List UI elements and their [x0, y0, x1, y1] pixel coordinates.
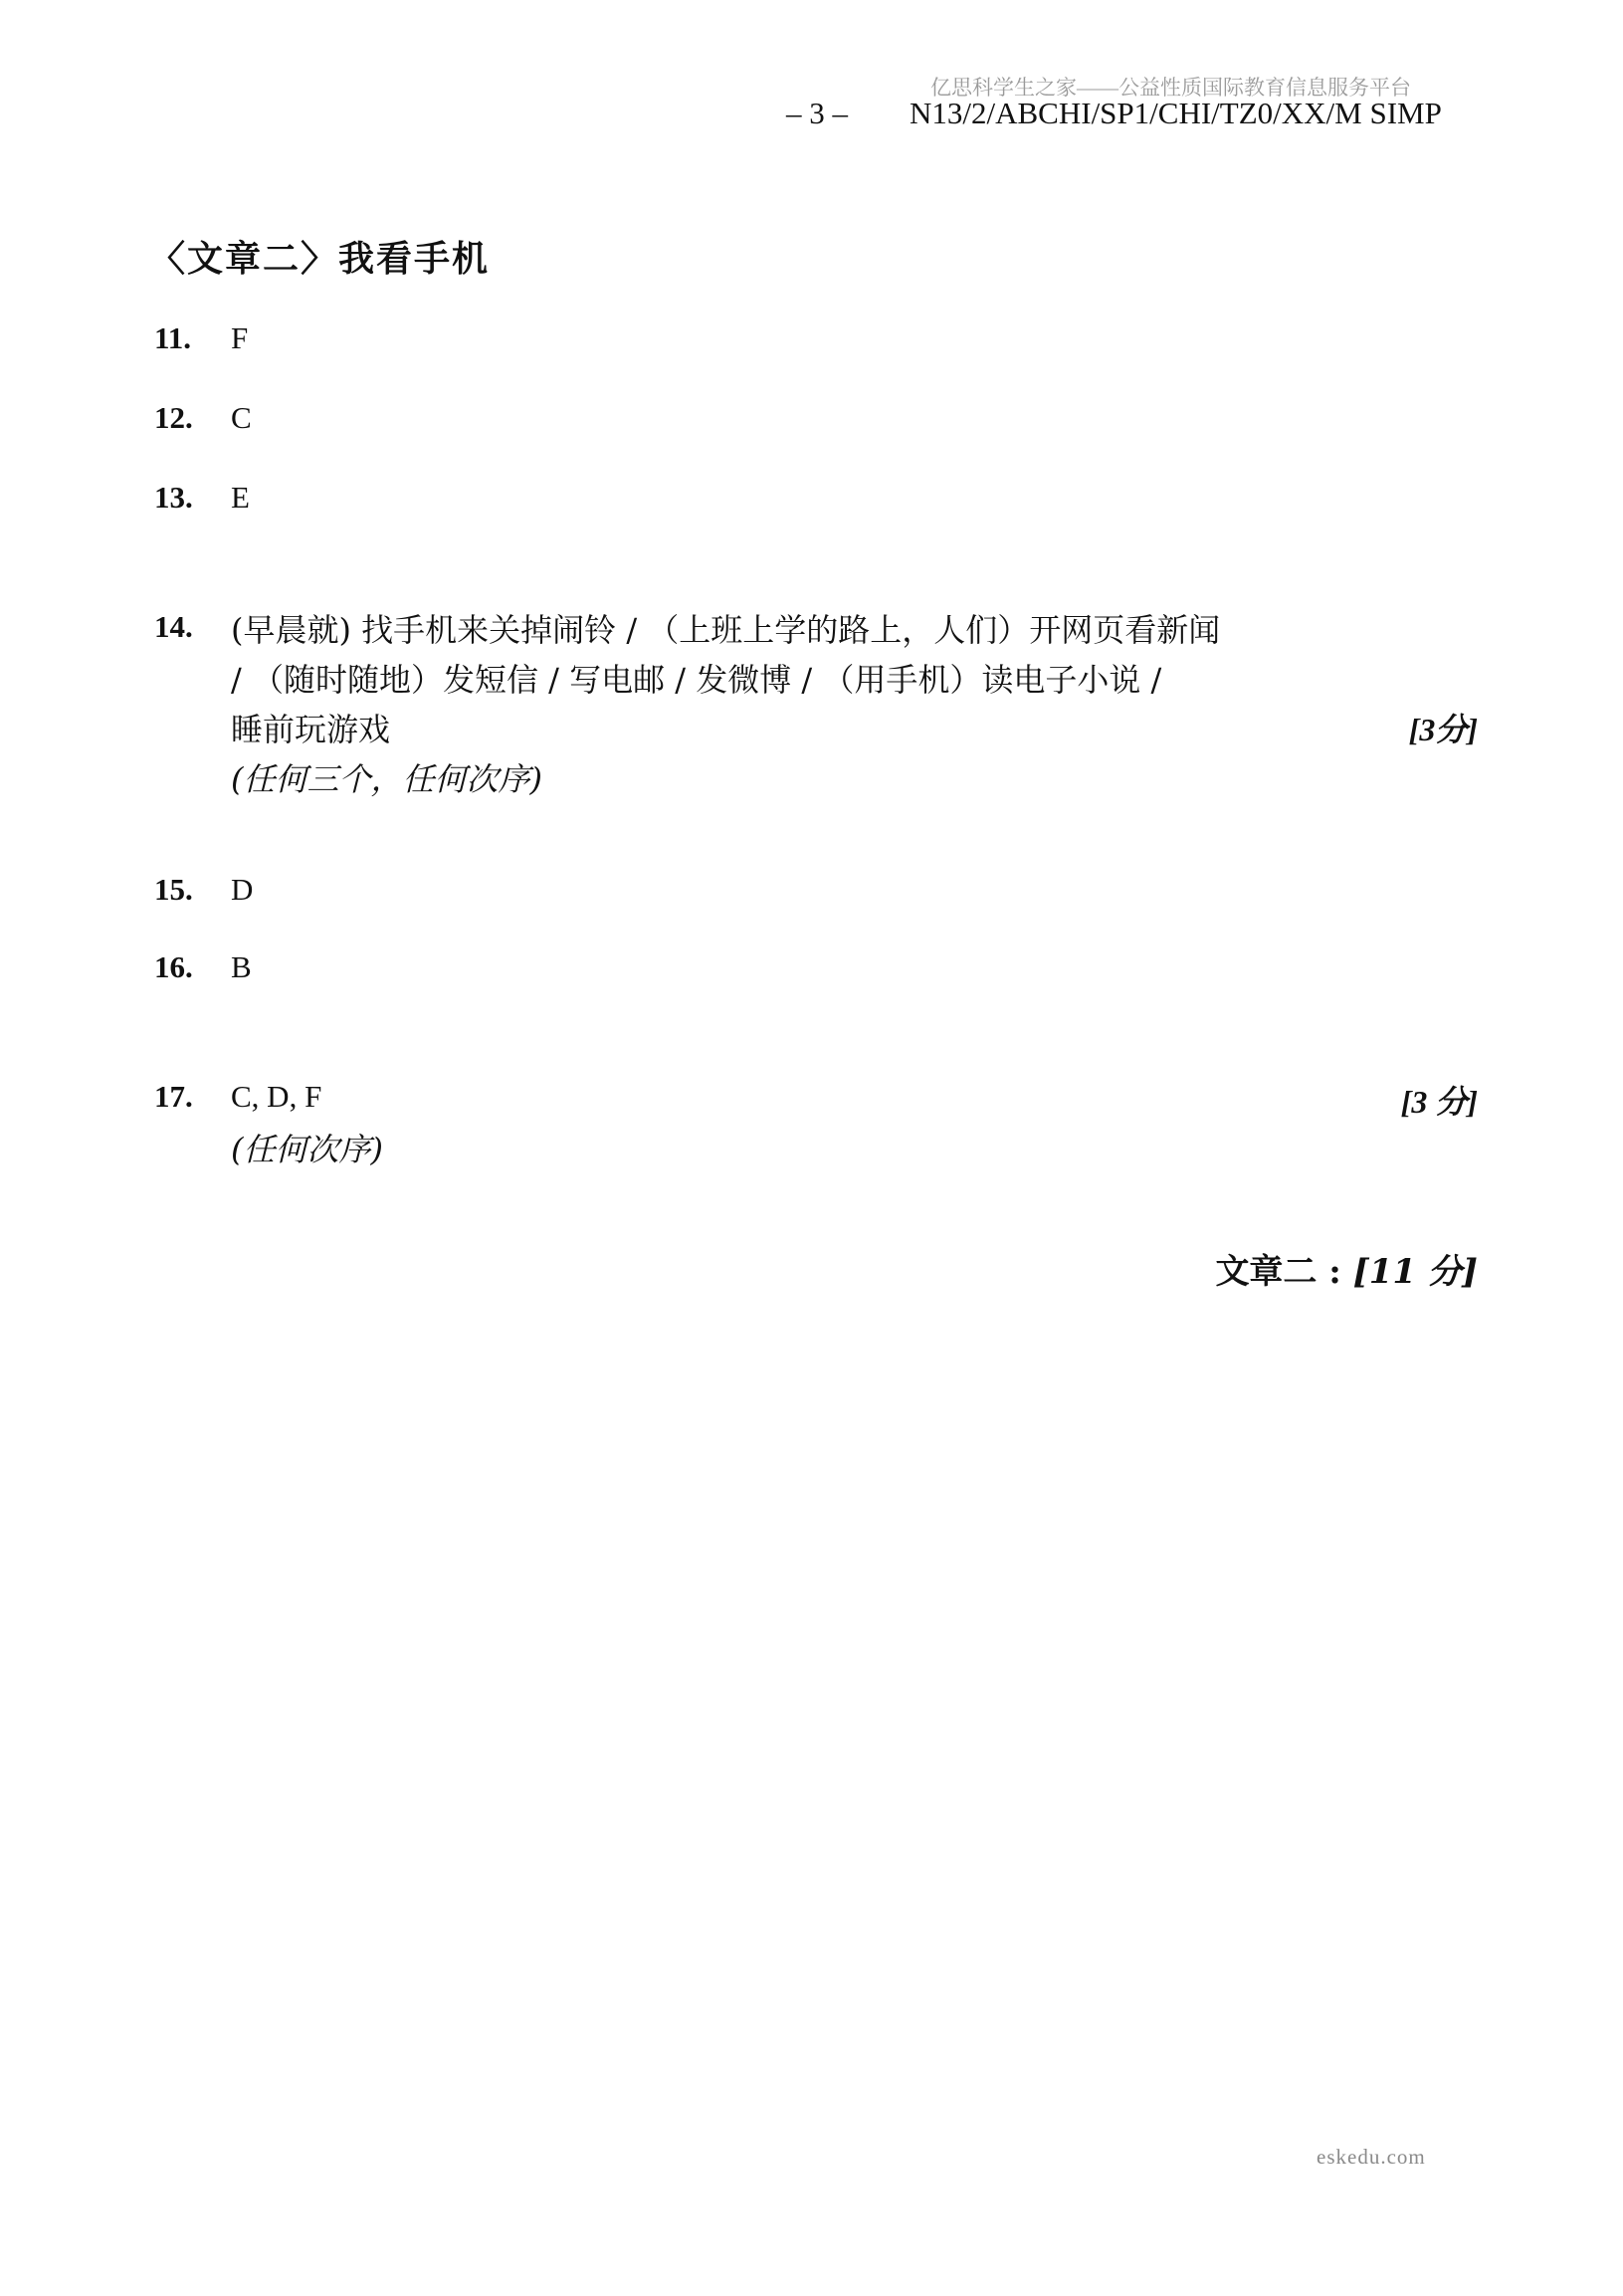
- question-number: 11.: [154, 320, 192, 355]
- question-answer: F: [231, 320, 249, 355]
- section-total-marks: [11 分]: [1352, 1252, 1478, 1292]
- marks-label: [3 分]: [1400, 1084, 1478, 1120]
- question-answer: E: [231, 480, 250, 515]
- question-answer: C: [231, 400, 252, 435]
- section-title: 〈文章二〉我看手机: [149, 238, 491, 280]
- question-number: 14.: [154, 609, 193, 644]
- marks-label: [3分]: [1408, 712, 1478, 747]
- marking-note: (任何次序): [231, 1131, 383, 1168]
- question-answer: C, D, F: [231, 1079, 322, 1114]
- section-total: [1215, 1244, 1478, 1293]
- footer-watermark: eskedu.com: [1317, 2145, 1426, 2169]
- answer-line: / （随时随地）发短信 / 写电邮 / 发微博 / （用手机）读电子小说 /: [231, 661, 1162, 699]
- question-number: 15.: [154, 872, 193, 907]
- question-answer: D: [231, 872, 254, 907]
- question-number: 17.: [154, 1079, 193, 1114]
- question-answer: B: [231, 949, 252, 984]
- header-watermark: 亿思科学生之家——公益性质国际教育信息服务平台: [930, 76, 1411, 100]
- section-total-label: 文章二 :: [1215, 1252, 1353, 1292]
- question-number: 13.: [154, 480, 193, 515]
- question-number: 16.: [154, 949, 193, 984]
- marking-note: (任何三个，任何次序): [231, 760, 542, 798]
- question-number: 12.: [154, 400, 193, 435]
- answer-line: (早晨就) 找手机来关掉闹铃 / （上班上学的路上，人们）开网页看新闻: [231, 611, 1221, 649]
- document-code: N13/2/ABCHI/SP1/CHI/TZ0/XX/M SIMP: [910, 96, 1442, 130]
- answer-line: 睡前玩游戏: [231, 711, 391, 748]
- page-number: – 3 –: [786, 96, 848, 130]
- page-header: [786, 96, 1442, 131]
